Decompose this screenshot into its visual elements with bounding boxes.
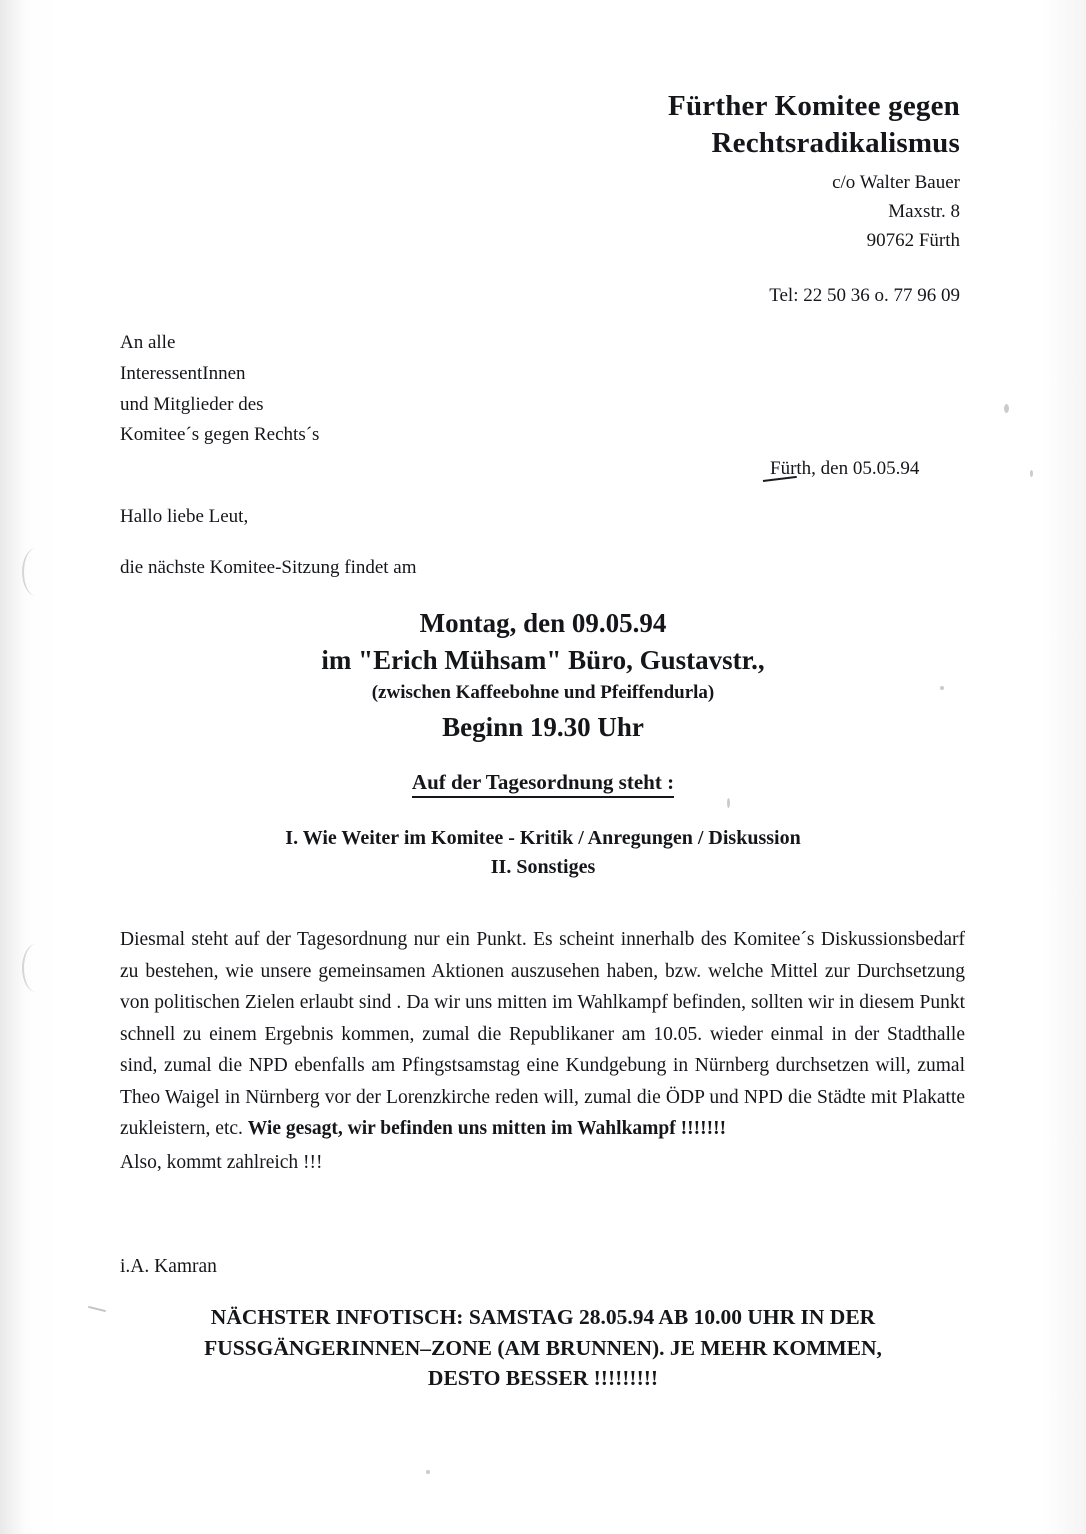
place-and-date (770, 458, 919, 480)
body-paragraph-emphasis: Wie gesagt, wir befinden uns mitten im Wahlkampf !!!!!!! (247, 1118, 727, 1140)
addressee-block (120, 328, 319, 451)
scan-artifact-arc-2 (22, 944, 50, 992)
meeting-details (120, 606, 966, 743)
scan-artifact-tick-1 (88, 1306, 106, 1312)
addressee-line-3: und Mitglieder des (120, 393, 264, 415)
meeting-start-time: Beginn 19.30 Uhr (442, 712, 644, 743)
scan-artifact-speck-5 (426, 1470, 430, 1474)
footer-notice (120, 1302, 966, 1394)
street-line: Maxstr. 8 (888, 201, 960, 223)
closing-line: Also, kommt zahlreich !!! (120, 1152, 323, 1173)
body-paragraph-text: Diesmal steht auf der Tagesordnung nur ein Punkt. Es scheint innerhalb des Komitee´s Diskussionsbedarf zu bestehen, wie unsere gemeinsamen Aktionen auszusehen haben, bzw. welche Mittel zur Durchsetzung von politischen Zielen erlaubt sind . Da wir uns mitten im Wahlkampf befinden, sollten wir in diesem Punkt schnell zu einem Ergebnis kommen, zumal die Republikaner am 10.05. wieder einmal in der Stadthalle sind, zumal die NPD ebenfalls am Pfingstsamstag eine Kundgebung in Nürnberg durchsetzen will, zumal Theo Waigel in Nürnberg vor der Lorenzkirche reden will, zumal die ÖDP und NPD die Städte mit Plakatte zukleistern, etc. (120, 929, 965, 1140)
agenda-items (120, 824, 966, 882)
addressee-line-4: Komitee´s gegen Rechts´s (120, 424, 320, 446)
agenda-item-2: II. Sonstiges (490, 856, 596, 878)
telephone-line: Tel: 22 50 36 o. 77 96 09 (769, 285, 960, 307)
agenda-heading-text: Auf der Tagesordnung steht : (412, 770, 674, 798)
footer-notice-line-1: NÄCHSTER INFOTISCH: SAMSTAG 28.05.94 AB 10.00 UHR IN DER (210, 1305, 876, 1329)
place-and-date-text: Fürth, den 05.05.94 (770, 458, 920, 479)
addressee-line-1: An alle (120, 332, 176, 353)
signature-line: i.A. Kamran (120, 1256, 217, 1277)
footer-notice-line-2: FUSSGÄNGERINNEN–ZONE (AM BRUNNEN). JE MEHR KOMMEN, (204, 1335, 882, 1360)
scan-artifact-speck-4 (727, 798, 730, 808)
intro-line: die nächste Komitee-Sitzung findet am (120, 557, 417, 578)
agenda-item-1: I. Wie Weiter im Komitee - Kritik / Anregungen / Diskussion (285, 827, 801, 849)
letterhead (440, 88, 960, 307)
addressee-line-2: InteressentInnen (120, 362, 246, 384)
scan-artifact-speck-3 (940, 686, 944, 690)
organisation-name-line1: Fürther Komitee gegen (668, 90, 960, 122)
salutation: Hallo liebe Leut, (120, 506, 249, 527)
meeting-location-hint: (zwischen Kaffeebohne und Pfeiffendurla) (371, 682, 715, 704)
footer-notice-line-3: DESTO BESSER !!!!!!!!! (427, 1366, 659, 1391)
care-of-line: c/o Walter Bauer (832, 172, 960, 194)
agenda-heading (120, 770, 966, 795)
scan-artifact-arc-1 (22, 548, 50, 596)
body-paragraph (120, 924, 965, 1145)
organisation-name-line2: Rechtsradikalismus (711, 127, 960, 160)
city-line: 90762 Fürth (866, 230, 960, 252)
meeting-date: Montag, den 09.05.94 (419, 608, 667, 638)
meeting-location: im "Erich Mühsam" Büro, Gustavstr., (321, 645, 765, 676)
scan-artifact-speck-2 (1030, 470, 1033, 477)
scan-artifact-speck-1 (1004, 404, 1009, 413)
